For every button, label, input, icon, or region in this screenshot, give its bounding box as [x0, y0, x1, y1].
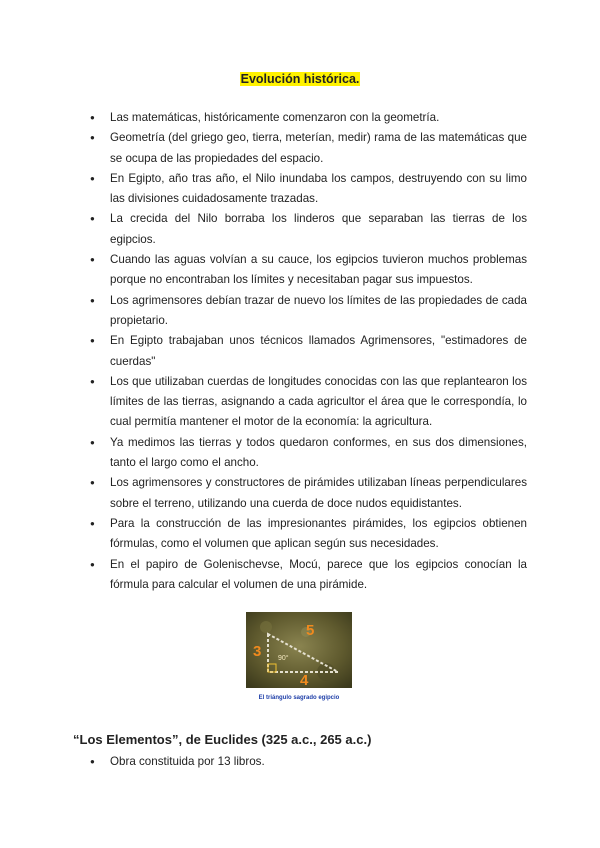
side-b-label: 4: [300, 672, 309, 688]
list-item: ● Obra constituida por 13 libros.: [110, 752, 527, 772]
history-bullet-list: [0, 108, 600, 595]
list-item: ● En el papiro de Golenischevse, Mocú, parece que los egipcios conocían la fórmula para calcular el volumen de una pirámide.: [110, 555, 527, 596]
angle-label: 90°: [278, 655, 289, 662]
list-item: ● Las matemáticas, históricamente comenzaron con la geometría.: [110, 108, 527, 128]
list-item: ● Los agrimensores debían trazar de nuevo los límites de las propiedades de cada propietario.: [110, 291, 527, 332]
egyptian-triangle-image: [246, 612, 352, 688]
list-item: ● Para la construcción de las impresionantes pirámides, los egipcios obtienen fórmulas, como el volumen que aplican según sus necesidades.: [110, 514, 527, 555]
list-item: ● Ya medimos las tierras y todos quedaron conformes, en sus dos dimensiones, tanto el largo como el ancho.: [110, 433, 527, 474]
list-item: ● Geometría (del griego geo, tierra, meterían, medir) rama de las matemáticas que se ocupa de las propiedades del espacio.: [110, 128, 527, 169]
egyptian-triangle-drawing: [246, 612, 352, 688]
list-item: ● La crecida del Nilo borraba los linderos que separaban las tierras de los egipcios.: [110, 209, 527, 250]
section-heading: “Los Elementos”, de Euclides (325 a.c., 265 a.c.): [73, 732, 372, 747]
list-item: ● Los agrimensores y constructores de pirámides utilizaban líneas perpendiculares sobre el terreno, utilizando una cuerda de doce nudos equidistantes.: [110, 473, 527, 514]
euclid-bullet-list: [0, 752, 600, 772]
list-item: ● Cuando las aguas volvían a su cauce, los egipcios tuvieron muchos problemas porque no encontraban los límites y necesitaban pagar sus impuestos.: [110, 250, 527, 291]
side-a-label: 3: [253, 643, 262, 660]
list-item: ● En Egipto trabajaban unos técnicos llamados Agrimensores, "estimadores de cuerdas": [110, 331, 527, 372]
side-c-label: 5: [306, 622, 315, 639]
list-item: ● Los que utilizaban cuerdas de longitudes conocidas con las que replantearon los límites de las tierras, asignando a cada agricultor el área que le correspondía, lo cual permitía mantener el motor de la economía: la agricultura.: [110, 372, 527, 433]
page-title: [0, 72, 600, 86]
page-title-text: Evolución histórica.: [240, 72, 360, 86]
list-item: ● En Egipto, año tras año, el Nilo inundaba los campos, destruyendo con su limo las divisiones cuidadosamente trazadas.: [110, 169, 527, 210]
figure-caption: El triángulo sagrado egipcio: [258, 695, 340, 701]
